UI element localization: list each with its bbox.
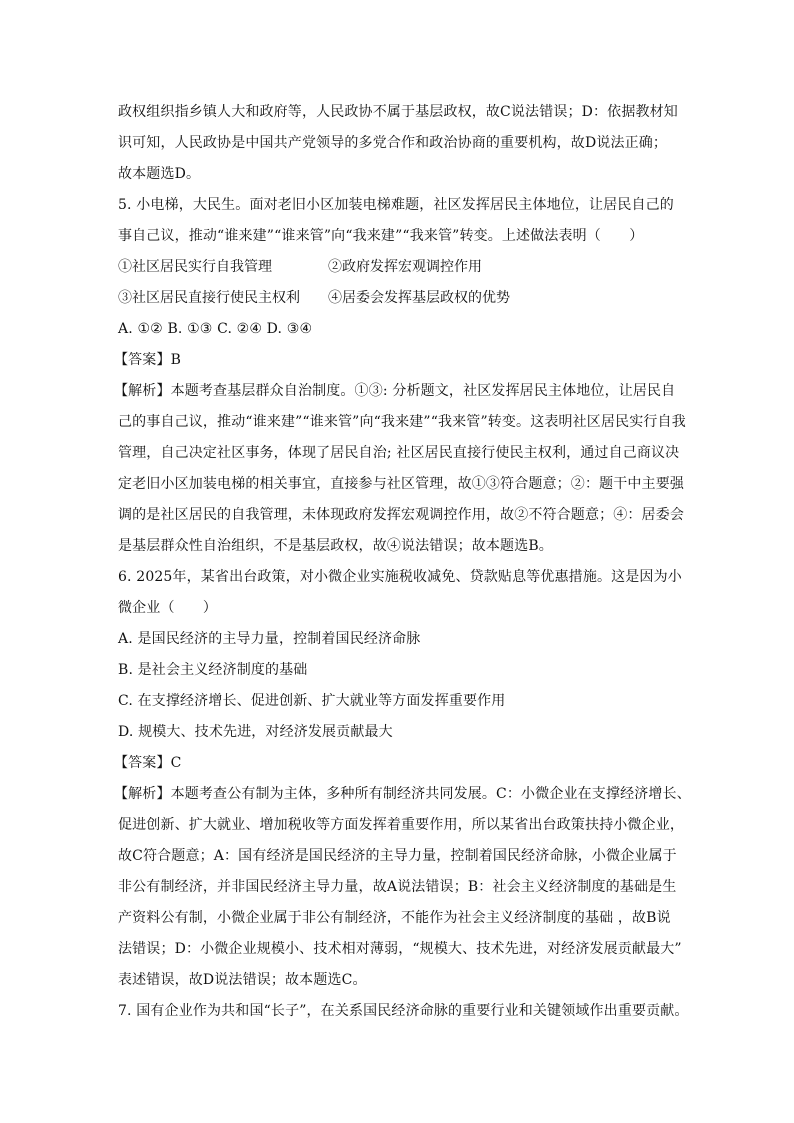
question-6-analysis: 法错误；D：小微企业规模小、技术相对薄弱，“规模大、技术先进，对经济发展贡献最大”: [118, 941, 682, 957]
question-5-analysis: 定老旧小区加装电梯的相关事宜，直接参与社区管理，故①③符合题意；②：题干中主要强: [118, 476, 684, 492]
question-5-answer: 【答案】B: [114, 352, 182, 368]
question-6-analysis: 促进创新、扩大就业、增加税收等方面发挥着重要作用，所以某省出台政策扶持小微企业，: [118, 817, 684, 833]
question-7-stem: 7. 国有企业作为共和国“长子”，在关系国民经济命脉的重要行业和关键领域作出重要贡献。: [118, 1003, 689, 1019]
text-line: 政权组织指乡镇人大和政府等，人民政协不属于基层政权，故C说法错误；D：依据教材知: [118, 104, 678, 120]
option-2: ②政府发挥宏观调控作用: [328, 259, 482, 275]
question-6-option-c: C. 在支撑经济增长、促进创新、扩大就业等方面发挥重要作用: [118, 693, 506, 709]
question-6-analysis: 【解析】本题考查公有制为主体，多种所有制经济共同发展。C：小微企业在支撑经济增长、: [114, 786, 691, 802]
option-1: ①社区居民实行自我管理: [118, 259, 272, 275]
question-6-stem: 6. 2025年，某省出台政策，对小微企业实施税收减免、贷款贴息等优惠措施。这是因为小: [118, 569, 682, 585]
question-5-options-row: [118, 252, 688, 283]
question-5-stem: 事自己议，推动“谁来建”“谁来管”向“我来建”“我来管”转变。上述做法表明（ ）: [118, 228, 644, 244]
text-line: 故本题选D。: [118, 166, 201, 182]
question-6-option-d: D. 规模大、技术先进，对经济发展贡献最大: [118, 724, 393, 740]
text-line: 识可知，人民政协是中国共产党领导的多党合作和政治协商的重要机构，故D说法正确；: [118, 135, 668, 151]
question-6-analysis: 产资料公有制，小微企业属于非公有制经济，不能作为社会主义经济制度的基础 ，故B说: [118, 910, 671, 926]
question-5-analysis: 调的是社区居民的自我管理，未体现政府发挥宏观调控作用，故②不符合题意；④：居委会: [118, 507, 684, 523]
page-content: [114, 97, 691, 1027]
question-6-stem: 微企业（ ）: [118, 600, 218, 616]
question-6-analysis: 非公有制经济，并非国民经济主导力量，故A说法错误；B：社会主义经济制度的基础是生: [118, 879, 677, 895]
question-6-option-b: B. 是社会主义经济制度的基础: [118, 662, 308, 678]
question-5-analysis: 己的事自己议，推动“谁来建”“谁来管”向“我来建”“我来管”转变。这表明社区居民实行自我: [118, 414, 686, 430]
question-5-analysis: 管理，自己决定社区事务，体现了居民自治; 社区居民直接行使民主权利，通过自己商议决: [118, 445, 680, 461]
question-5-analysis: 是基层群众性自治组织，不是基层政权，故④说法错误；故本题选B。: [118, 538, 553, 554]
question-6-analysis: 表述错误，故D说法错误；故本题选C。: [118, 972, 367, 988]
question-5-stem: 5. 小电梯，大民生。面对老旧小区加装电梯难题，社区发挥居民主体地位，让居民自己的: [118, 197, 674, 213]
question-6-analysis: 故C符合题意；A：国有经济是国民经济的主导力量，控制着国民经济命脉，小微企业属于: [118, 848, 677, 864]
question-6-option-a: A. 是国民经济的主导力量，控制着国民经济命脉: [118, 631, 421, 647]
option-3: ③社区居民直接行使民主权利: [118, 290, 300, 306]
question-5-choices: A. ①② B. ①③ C. ②④ D. ③④: [118, 321, 313, 337]
option-4: ④居委会发挥基层政权的优势: [328, 290, 510, 306]
question-5-analysis: 【解析】本题考查基层群众自治制度。①③: 分析题文，社区发挥居民主体地位，让居民自: [114, 383, 676, 399]
question-6-answer: 【答案】C: [114, 755, 182, 771]
question-5-options-row: [118, 283, 688, 314]
